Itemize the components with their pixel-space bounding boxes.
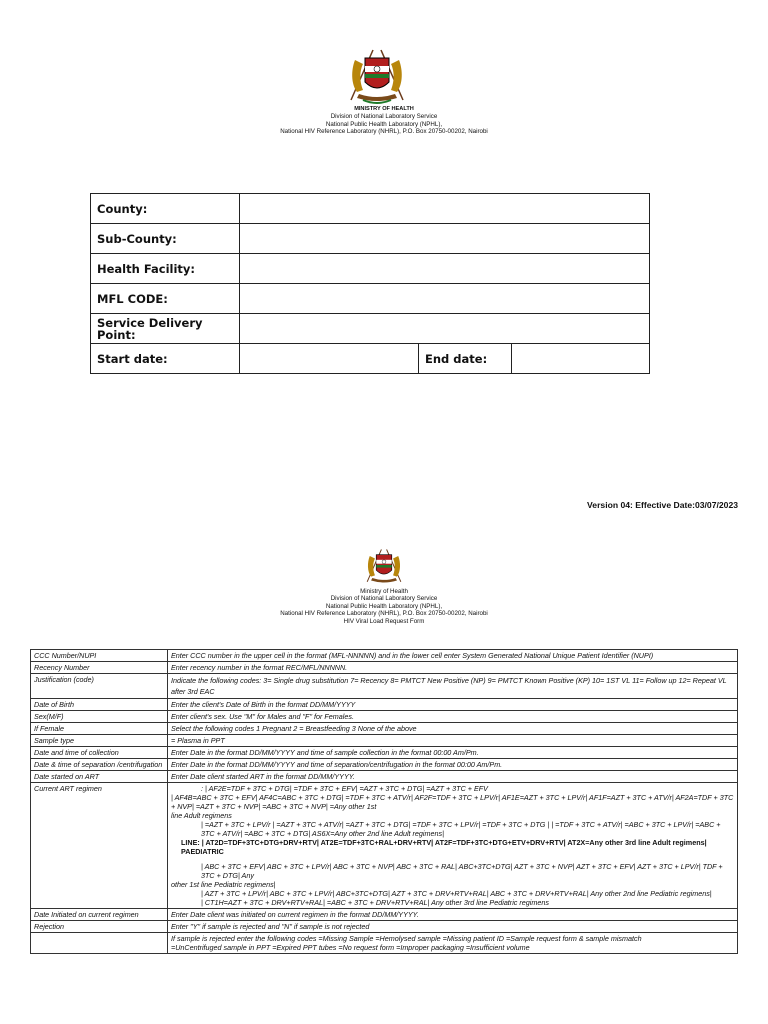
table-row <box>31 699 738 711</box>
instructions-table <box>30 649 738 954</box>
mfl-code-field[interactable] <box>240 284 650 314</box>
health-facility-field[interactable] <box>240 254 650 284</box>
rejection-codes <box>168 933 738 954</box>
nhrl-line: National HIV Reference Laboratory (NHRL), P.O. Box 20750-00202, Nairobi <box>280 128 488 136</box>
row-label: Sex(M/F) <box>31 711 168 723</box>
table-row <box>31 723 738 735</box>
sub-county-field[interactable] <box>240 224 650 254</box>
row-value: Indicate the following codes: 3= Single drug substitution 7= Recency 8= PMTCT New Positive (NP) 9= PMTCT Known Positive (KP) 10= 1ST VL 11= Follow up 12= Repeat VL after 3rd EAC <box>168 674 738 699</box>
row-value: Select the following codes 1 Pregnant 2 = Breastfeeding 3 None of the above <box>168 723 738 735</box>
table-row <box>31 783 738 909</box>
nphl-line-2: National Public Health Laboratory (NPHL), <box>325 602 443 610</box>
table-row <box>31 771 738 783</box>
row-label: Date of Birth <box>31 699 168 711</box>
table-row <box>31 759 738 771</box>
row-label: Date started on ART <box>31 771 168 783</box>
kenya-coat-of-arms-logo-2 <box>360 543 408 587</box>
header-2 <box>0 588 768 625</box>
table-row <box>31 650 738 662</box>
division-line: Division of National Laboratory Service <box>330 113 438 121</box>
rejection-codes-line: =UnCentrifuged sample in PPT =Expired PPT tubes =No request form =Improper packaging =Insufficient volume <box>171 943 530 952</box>
row-value: Enter Date in the format DD/MM/YYYY and time of separation/centrifugation in the format 00:00 Am/Pm. <box>168 759 738 771</box>
regimen-line: : | AF2E=TDF + 3TC + DTG| =TDF + 3TC + EFV| =AZT + 3TC + DTG| =AZT + 3TC + EFV <box>201 784 488 793</box>
nhrl-line-2: National HIV Reference Laboratory (NHRL), P.O. Box 20750-00202, Nairobi <box>280 610 488 618</box>
row-value: Enter recency number in the format REC/MFL/NNNNN. <box>168 662 738 674</box>
end-date-label: End date: <box>419 344 512 374</box>
rejection-codes-line: If sample is rejected enter the following codes =Missing Sample =Hemolysed sample =Missing patient ID =Sample request form & sample mismatch <box>171 934 642 943</box>
county-label: County: <box>91 194 240 224</box>
row-value: Enter the client's Date of Birth in the format DD/MM/YYYY <box>168 699 738 711</box>
regimen-line: | CT1H=AZT + 3TC + DRV+RTV+RAL| =ABC + 3TC + DRV+RTV+RAL| Any other 3rd line Pediatric regimens <box>201 898 549 907</box>
kenya-coat-of-arms-logo <box>343 40 411 108</box>
row-label: Recency Number <box>31 662 168 674</box>
table-row <box>31 921 738 933</box>
table-row <box>31 933 738 954</box>
division-line-2: Division of National Laboratory Service <box>330 595 438 603</box>
end-date-field[interactable] <box>512 344 650 374</box>
ministry-title-2: Ministry of Health <box>360 588 408 595</box>
regimen-line: | AF4B=ABC + 3TC + EFV| AF4C=ABC + 3TC + DTG| =TDF + 3TC + ATV/r| AF2F=TDF + 3TC + LPV/r| AF1E=AZT + 3TC + LPV/r| AF1F=AZT + 3TC + ATV/r| AF2A=TDF + 3TC + NVP| =AZT + 3TC + NVP| =ABC + 3TC + NVP| =Any other 1st <box>171 793 734 811</box>
mfl-code-label: MFL CODE: <box>91 284 240 314</box>
initiated-value: Enter Date client was initiated on current regimen in the format DD/MM/YYYY. <box>168 909 738 921</box>
regimen-line: other 1st line Pediatric regimens| <box>171 880 276 889</box>
regimen-line: LINE: | AT2D=TDF+3TC+DTG+DRV+RTV| AT2E=TDF+3TC+RAL+DRV+RTV| AT2F=TDF+3TC+DTG+ETV+DRV+RTV| AT2X=Any other 3rd line Adult regimens| PAEDIATRIC <box>181 838 707 856</box>
health-facility-label: Health Facility: <box>91 254 240 284</box>
service-delivery-field[interactable] <box>240 314 650 344</box>
row-label: Sample type <box>31 735 168 747</box>
row-value: = Plasma in PPT <box>168 735 738 747</box>
ministry-title: MINISTRY OF HEALTH <box>354 106 414 112</box>
row-label: Justification (code) <box>31 674 168 699</box>
rejection-label: Rejection <box>31 921 168 933</box>
table-row <box>31 711 738 723</box>
version-label: Version 04: Effective Date:03/07/2023 <box>587 500 738 510</box>
regimen-line: line Adult regimens <box>171 811 232 820</box>
regimen-line: | AZT + 3TC + LPV/r| ABC + 3TC + LPV/r| ABC+3TC+DTG| AZT + 3TC + DRV+RTV+RAL| ABC + 3TC + DRV+RTV+RAL| Any other 2nd line Pediatric regimens| <box>201 889 712 898</box>
row-label: CCC Number/NUPI <box>31 650 168 662</box>
regimen-line: | =AZT + 3TC + LPV/r | =AZT + 3TC + ATV/r| =AZT + 3TC + DTG| =TDF + 3TC + LPV/r| =TDF + 3TC + DTG | | =TDF + 3TC + ATV/r| =ABC + 3TC + LPV/r| =ABC + 3TC + ATV/r| =ABC + 3TC + DTG| AS6X=Any other 2nd line Adult regimens| <box>201 820 721 838</box>
row-label: Date and time of collection <box>31 747 168 759</box>
regimen-label: Current ART regimen <box>31 783 168 909</box>
row-value: Enter Date in the format DD/MM/YYYY and time of sample collection in the format 00:00 Am/Pm. <box>168 747 738 759</box>
facility-details-table <box>90 193 650 374</box>
row-label: Date & time of separation /centrifugation <box>31 759 168 771</box>
start-date-label: Start date: <box>91 344 240 374</box>
table-row <box>31 909 738 921</box>
empty-cell <box>31 933 168 954</box>
initiated-label: Date Initiated on current regimen <box>31 909 168 921</box>
table-row <box>31 747 738 759</box>
service-delivery-label: Service Delivery Point: <box>91 314 240 344</box>
table-row <box>31 674 738 699</box>
nphl-line: National Public Health Laboratory (NPHL), <box>325 120 443 128</box>
table-row <box>31 735 738 747</box>
row-value: Enter client's sex. Use "M" for Males and "F" for Females. <box>168 711 738 723</box>
sub-county-label: Sub-County: <box>91 224 240 254</box>
header-1 <box>0 106 768 136</box>
row-value: Enter Date client started ART in the format DD/MM/YYYY. <box>168 771 738 783</box>
regimen-line: | ABC + 3TC + EFV| ABC + 3TC + LPV/r| ABC + 3TC + NVP| ABC + 3TC + RAL| ABC+3TC+DTG| AZT + 3TC + NVP| AZT + 3TC + EFV| AZT + 3TC + LPV/r| TDF + 3TC + DTG| Any <box>201 862 723 880</box>
row-value: Enter CCC number in the upper cell in the format (MFL-NNNNN) and in the lower cell enter System Generated National Unique Patient Identifier (NUPI) <box>168 650 738 662</box>
form-title: HIV Viral Load Request Form <box>343 617 425 625</box>
rejection-value: Enter "Y" if sample is rejected and "N" if sample is not rejected <box>168 921 738 933</box>
regimen-codes <box>168 783 738 909</box>
start-date-field[interactable] <box>240 344 419 374</box>
row-label: If Female <box>31 723 168 735</box>
county-field[interactable] <box>240 194 650 224</box>
table-row <box>31 662 738 674</box>
